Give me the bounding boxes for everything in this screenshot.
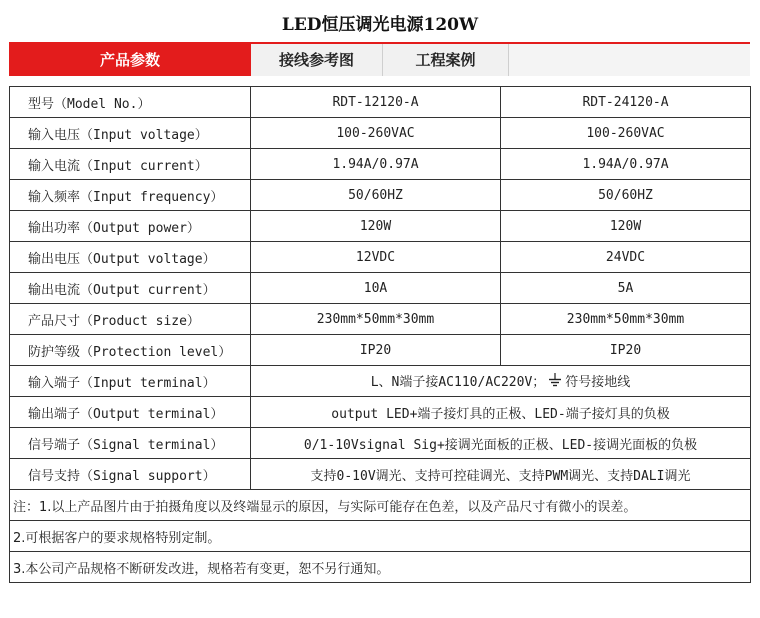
row-value-12v: IP20 [251, 335, 501, 366]
signal-terminal-value: 0/1-10Vsignal Sig+接调光面板的正极、LED-接调光面板的负极 [251, 428, 751, 459]
row-value-12v: 230mm*50mm*30mm [251, 304, 501, 335]
table-row [10, 242, 751, 273]
tab-bar [9, 42, 750, 76]
spec-table [9, 86, 751, 583]
input-terminal-value [251, 366, 751, 397]
signal-support-value: 支持0-10V调光、支持可控硅调光、支持PWM调光、支持DALI调光 [251, 459, 751, 490]
row-label: 输入端子（Input terminal） [10, 366, 251, 397]
tab-product-parameters[interactable]: 产品参数 [9, 44, 251, 76]
table-row [10, 397, 751, 428]
table-row [10, 87, 751, 118]
row-value-24v: 24VDC [501, 242, 751, 273]
note-2: 2.可根据客户的要求规格特别定制。 [10, 521, 751, 552]
output-terminal-value: output LED+端子接灯具的正极、LED-端子接灯具的负极 [251, 397, 751, 428]
tab-project-cases[interactable]: 工程案例 [383, 44, 509, 76]
row-value-24v: 50/60HZ [501, 180, 751, 211]
row-value-24v: IP20 [501, 335, 751, 366]
table-row [10, 118, 751, 149]
ground-symbol-icon [549, 373, 561, 391]
table-row [10, 366, 751, 397]
row-label: 产品尺寸（Product size） [10, 304, 251, 335]
row-label: 输入频率（Input frequency） [10, 180, 251, 211]
row-label: 型号（Model No.） [10, 87, 251, 118]
page-title: LED恒压调光电源120W [281, 15, 479, 35]
table-row [10, 304, 751, 335]
row-value-12v: 50/60HZ [251, 180, 501, 211]
row-value-12v: 10A [251, 273, 501, 304]
row-value-12v: 1.94A/0.97A [251, 149, 501, 180]
note-3: 3.本公司产品规格不断研发改进，规格若有变更，恕不另行通知。 [10, 552, 751, 583]
row-value-24v: 5A [501, 273, 751, 304]
row-value-12v: RDT-12120-A [251, 87, 501, 118]
row-label: 信号端子（Signal terminal） [10, 428, 251, 459]
row-value-24v: 230mm*50mm*30mm [501, 304, 751, 335]
table-row [10, 211, 751, 242]
input-terminal-ground-text: 符号接地线 [565, 374, 631, 390]
row-label: 输入电压（Input voltage） [10, 118, 251, 149]
row-value-24v: RDT-24120-A [501, 87, 751, 118]
row-label: 输出电流（Output current） [10, 273, 251, 304]
row-label: 输出电压（Output voltage） [10, 242, 251, 273]
tab-wiring-diagram[interactable]: 接线参考图 [251, 44, 383, 76]
note-row [10, 490, 751, 521]
row-label: 输入电流（Input current） [10, 149, 251, 180]
note-row [10, 552, 751, 583]
row-label: 输出端子（Output terminal） [10, 397, 251, 428]
table-row [10, 149, 751, 180]
row-label: 输出功率（Output power） [10, 211, 251, 242]
row-value-24v: 1.94A/0.97A [501, 149, 751, 180]
input-terminal-text: L、N端子接AC110/AC220V； [370, 374, 546, 390]
table-row [10, 180, 751, 211]
row-label: 防护等级（Protection level） [10, 335, 251, 366]
row-label: 信号支持（Signal support） [10, 459, 251, 490]
row-value-12v: 12VDC [251, 242, 501, 273]
table-row [10, 273, 751, 304]
note-1: 注：1.以上产品图片由于拍摄角度以及终端显示的原因，与实际可能存在色差，以及产品尺寸有微小的误差。 [10, 490, 751, 521]
table-row [10, 335, 751, 366]
row-value-24v: 100-260VAC [501, 118, 751, 149]
row-value-12v: 120W [251, 211, 501, 242]
row-value-24v: 120W [501, 211, 751, 242]
row-value-12v: 100-260VAC [251, 118, 501, 149]
note-row [10, 521, 751, 552]
table-row [10, 428, 751, 459]
table-row [10, 459, 751, 490]
